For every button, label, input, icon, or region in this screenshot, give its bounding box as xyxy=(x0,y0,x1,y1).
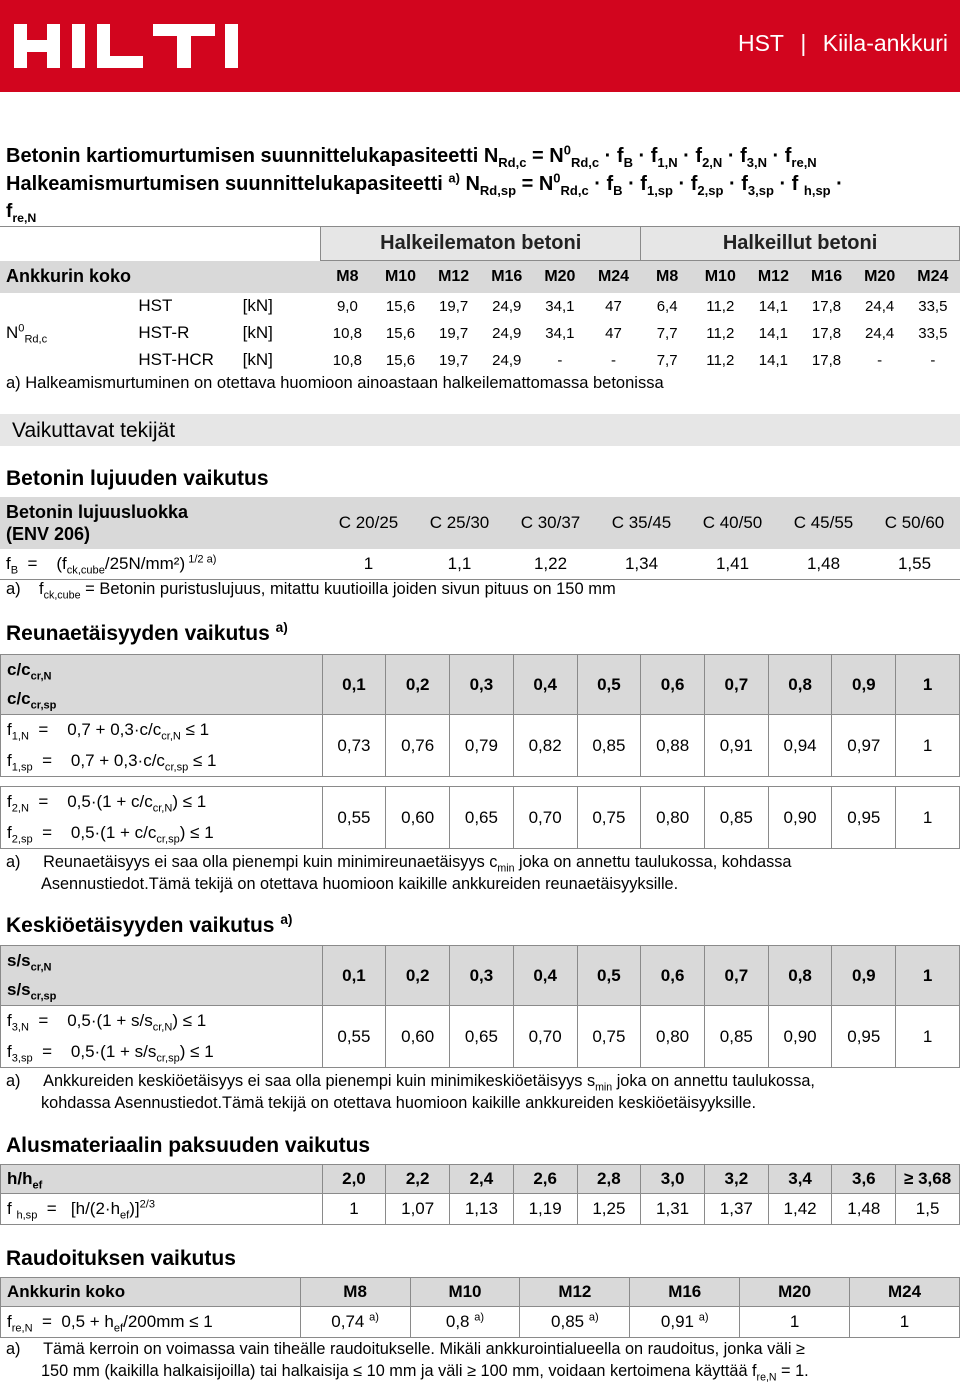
f1-cell: 0,97 xyxy=(832,715,896,777)
size-cell: M20 xyxy=(864,267,896,285)
anchor-size-label: Ankkurin koko xyxy=(1,1278,301,1307)
row-label-n0: $N^0_{Rd,c}$ xyxy=(6,322,48,346)
class-cell: C 25/30 xyxy=(429,513,490,532)
table1-note: a) Halkeamismurtuminen on otettava huomioon ainoastaan halkeilemattomassa betonissa xyxy=(6,374,664,392)
f1-cell: 0,76 xyxy=(386,715,450,777)
value-cell: 19,7 xyxy=(439,351,469,369)
anchor-type: HST-R xyxy=(138,323,190,342)
size-cell: M20 xyxy=(740,1278,850,1307)
table-row xyxy=(0,347,960,374)
size-cell: M8 xyxy=(656,267,679,285)
ratio-cell: 0,3 xyxy=(450,655,514,715)
value-cell: 17,8 xyxy=(811,351,842,369)
value-cell: 24,4 xyxy=(865,297,895,315)
f3-cell: 0,55 xyxy=(322,1006,386,1068)
ratio-cell: ≥ 3,68 xyxy=(896,1165,960,1194)
ratio-cell: 0,8 xyxy=(768,655,832,715)
f1sp-formula: $f_{1,sp}$ = $0,7 + 0,3\cdot c/c_{cr,sp} \le 1$ xyxy=(1,746,323,777)
f2-cell: 0,90 xyxy=(768,787,832,849)
value-cell: 19,7 xyxy=(439,297,469,315)
unit: [kN] xyxy=(242,323,273,342)
value-cell: 0,91 $^{a)}$ xyxy=(630,1307,740,1338)
section-band xyxy=(0,414,960,446)
value-cell: 1,19 xyxy=(513,1194,577,1225)
value-cell: 24,4 xyxy=(865,324,895,342)
value-cell: - xyxy=(877,351,883,369)
f3-cell: 0,85 xyxy=(704,1006,768,1068)
thickness-table xyxy=(0,1164,960,1225)
s-scrsp-label: $s/s_{cr,sp}$ xyxy=(1,976,323,1006)
ratio-cell: 3,6 xyxy=(832,1165,896,1194)
ratio-cell: 3,0 xyxy=(641,1165,705,1194)
value-cell: 15,6 xyxy=(385,324,416,342)
size-cell: M24 xyxy=(850,1278,960,1307)
ratio-cell: 0,6 xyxy=(641,946,705,1006)
fb-cell: 1,55 xyxy=(897,553,932,573)
formula-line-2: Halkeamismurtumisen suunnittelukapasiteetti $^{a)}$ $N_{Rd,sp} = N^0_{Rd,c} \cdot f_B \cdot f_{1,sp} \cdot f_{2,sp} \cdot f_{3,sp} \cdot f$ $_{h,sp}$ · xyxy=(6,170,843,198)
value-cell: 34,1 xyxy=(545,324,575,342)
f3-cell: 0,90 xyxy=(768,1006,832,1068)
value-cell: 11,2 xyxy=(706,324,735,342)
fren-formula: $f_{re,N} = 0,5 + h_{ef}/200mm \le 1$ xyxy=(1,1307,301,1338)
ratio-cell: 2,2 xyxy=(386,1165,450,1194)
capacity-table xyxy=(0,226,960,374)
ratio-cell: 1 xyxy=(896,655,960,715)
fb-cell: 1,48 xyxy=(806,553,841,573)
header-bar xyxy=(0,0,960,92)
ratio-cell: 0,8 xyxy=(768,946,832,1006)
class-cell: C 30/37 xyxy=(520,513,581,532)
ratio-cell: 0,5 xyxy=(577,946,641,1006)
value-cell: 14,1 xyxy=(758,297,788,315)
value-cell: 24,9 xyxy=(492,297,522,315)
anchor-type: HST-HCR xyxy=(138,350,214,369)
value-cell: 0,74 $^{a)}$ xyxy=(300,1307,410,1338)
fb-cell: 1,1 xyxy=(447,553,472,573)
f1-cell: 0,94 xyxy=(768,715,832,777)
ratio-cell: 3,4 xyxy=(768,1165,832,1194)
value-cell: 14,1 xyxy=(758,324,788,342)
f2-cell: 0,95 xyxy=(832,787,896,849)
f2sp-formula: $f_{2,sp}$ = $0,5\cdot(1 + c/c_{cr,sp}) \le 1$ xyxy=(1,818,323,849)
ratio-cell: 0,6 xyxy=(641,655,705,715)
class-cell: C 45/55 xyxy=(793,513,854,532)
f1-cell: 0,85 xyxy=(577,715,641,777)
raudoitus-note: a) Tämä kerroin on voimassa vain tiheälle raudoitukselle. Mikäli ankkurointialueella on raudoitus, jonka väli ≥ 150 mm (kaikilla halkaisijoilla) tai halkaisija ≤ 10 mm ja väli ≥ 100 mm, voidaan kertoimena käyttää $f_{re,N} = 1$. xyxy=(6,1340,809,1383)
ratio-cell: 0,9 xyxy=(832,946,896,1006)
ratio-cell: 0,3 xyxy=(450,946,514,1006)
h-hef-label: $h/h_{ef}$ xyxy=(1,1165,323,1194)
anchor-type: HST xyxy=(138,296,173,315)
value-cell: 11,2 xyxy=(706,351,735,369)
section-title: Vaikuttavat tekijät xyxy=(12,419,176,442)
value-cell: 11,2 xyxy=(706,297,735,315)
value-cell: 14,1 xyxy=(758,351,788,369)
value-cell: 1 xyxy=(740,1307,850,1338)
value-cell: 6,4 xyxy=(656,297,678,315)
f2-cell: 0,80 xyxy=(641,787,705,849)
f2n-formula: $f_{2,N}$ = $0,5\cdot(1 + c/c_{cr,N}) \le 1$ xyxy=(1,787,323,818)
table-row xyxy=(0,293,960,320)
lujuus-heading: Betonin lujuuden vaikutus xyxy=(6,467,269,490)
ratio-cell: 1 xyxy=(896,946,960,1006)
value-cell: 1,37 xyxy=(704,1194,768,1225)
value-cell: 1,31 xyxy=(641,1194,705,1225)
fb-cell: 1,41 xyxy=(715,553,750,573)
value-cell: 17,8 xyxy=(811,297,842,315)
lujuus-note: a) $f_{ck,cube}$ = Betonin puristuslujuus, mitattu kuutioilla joiden sivun pituus on 150 mm xyxy=(6,580,616,602)
value-cell: 0,85 $^{a)}$ xyxy=(520,1307,630,1338)
value-cell: 19,7 xyxy=(439,324,469,342)
unit: [kN] xyxy=(242,350,273,369)
size-cell: M20 xyxy=(544,267,576,285)
table-row xyxy=(0,320,960,347)
strength-table xyxy=(0,497,960,580)
f3sp-formula: $f_{3,sp}$ = $0,5\cdot(1 + s/s_{cr,sp}) \le 1$ xyxy=(1,1037,323,1068)
fb-cell: 1,34 xyxy=(624,553,659,573)
ratio-cell: 2,6 xyxy=(513,1165,577,1194)
ratio-cell: 0,5 xyxy=(577,655,641,715)
value-cell: 47 xyxy=(605,324,622,342)
size-cell: M8 xyxy=(300,1278,410,1307)
hilti-logo xyxy=(14,24,262,68)
class-cell: C 50/60 xyxy=(884,513,945,532)
alus-heading: Alusmateriaalin paksuuden vaikutus xyxy=(6,1134,371,1157)
class-cell: C 35/45 xyxy=(611,513,672,532)
class-cell: C 20/25 xyxy=(338,513,399,532)
reinforcement-table xyxy=(0,1277,960,1338)
ratio-cell: 0,1 xyxy=(322,655,386,715)
size-cell: M10 xyxy=(410,1278,520,1307)
f1-cell: 0,79 xyxy=(450,715,514,777)
value-cell: 17,8 xyxy=(811,324,842,342)
ratio-cell: 0,1 xyxy=(322,946,386,1006)
doc-title: HST xyxy=(737,30,784,56)
f2-cell: 0,65 xyxy=(450,787,514,849)
f3-cell: 0,70 xyxy=(513,1006,577,1068)
value-cell: 1,13 xyxy=(450,1194,514,1225)
value-cell: 9,0 xyxy=(336,297,358,315)
fb-cell: 1,22 xyxy=(533,553,568,573)
c-ccrsp-label: $c/c_{cr,sp}$ xyxy=(1,685,323,715)
f1-cell: 0,88 xyxy=(641,715,705,777)
f1-cell: 0,82 xyxy=(513,715,577,777)
value-cell: 47 xyxy=(605,297,622,315)
f1-cell: 0,73 xyxy=(322,715,386,777)
f1-cell: 0,91 xyxy=(704,715,768,777)
value-cell: 33,5 xyxy=(918,324,948,342)
doc-subtitle: Kiila-ankkuri xyxy=(822,30,948,56)
f3-cell: 0,65 xyxy=(450,1006,514,1068)
value-cell: 34,1 xyxy=(545,297,575,315)
size-cell: M10 xyxy=(384,267,417,285)
f3-cell: 0,80 xyxy=(641,1006,705,1068)
value-cell: 15,6 xyxy=(385,297,416,315)
value-cell: - xyxy=(557,351,563,369)
value-cell: - xyxy=(930,351,936,369)
ratio-cell: 0,7 xyxy=(704,655,768,715)
keski-note: a) Ankkureiden keskiöetäisyys ei saa olla pienempi kuin minimikeskiöetäisyys $s_{min}$ joka on annettu taulukossa, kohdassa Asennustiedot.Tämä tekijä on otettava huomioon kaikille ankkureiden keskiöetäisyyksille. xyxy=(6,1072,815,1112)
size-cell: M10 xyxy=(704,267,736,285)
ratio-cell: 3,2 xyxy=(704,1165,768,1194)
ratio-cell: 0,7 xyxy=(704,946,768,1006)
ratio-cell: 0,4 xyxy=(513,655,577,715)
size-cell: M12 xyxy=(520,1278,630,1307)
formula-title xyxy=(6,142,843,226)
ratio-cell: 2,0 xyxy=(322,1165,386,1194)
class-cell: C 40/50 xyxy=(702,513,763,532)
value-cell: 7,7 xyxy=(656,351,678,369)
ratio-cell: 0,4 xyxy=(513,946,577,1006)
f3-cell: 1 xyxy=(896,1006,960,1068)
size-cell: M12 xyxy=(438,267,470,285)
value-cell: 24,9 xyxy=(492,351,522,369)
fhsp-formula: f $_{h,sp} = [h/(2\cdot h_{ef})]^{2/3}$ xyxy=(1,1194,323,1225)
value-cell: 33,5 xyxy=(918,297,948,315)
value-cell: 24,9 xyxy=(492,324,522,342)
edge-table xyxy=(0,654,960,849)
value-cell: 1,25 xyxy=(577,1194,641,1225)
c-ccrn-label: $c/c_{cr,N}$ xyxy=(1,655,323,685)
fb-formula: $f_B$ = $(f_{ck,cube}/25N/mm^2)$ $^{1/2 a)}$ xyxy=(6,553,217,577)
size-cell: M24 xyxy=(597,267,630,285)
f3-cell: 0,95 xyxy=(832,1006,896,1068)
s-scrn-label: $s/s_{cr,N}$ xyxy=(1,946,323,976)
spacing-table xyxy=(0,945,960,1068)
f3-cell: 0,60 xyxy=(386,1006,450,1068)
size-cell: M16 xyxy=(810,267,843,285)
unit: [kN] xyxy=(242,296,273,315)
f1-cell: 1 xyxy=(896,715,960,777)
size-cell: M8 xyxy=(336,267,359,285)
title-separator: | xyxy=(800,30,807,56)
value-cell: 1 xyxy=(322,1194,386,1225)
formula-line-1: Betonin kartiomurtumisen suunnittelukapasiteetti $N_{Rd,c} = N^0_{Rd,c} \cdot f_B \cdot f_{1,N} \cdot f_{2,N} \cdot f_{3,N} \cdot f_{re,N}$ xyxy=(6,142,817,170)
reuna-note: a) Reunaetäisyys ei saa olla pienempi kuin minimireunaetäisyys $c_{min}$ joka on annettu taulukossa, kohdassa Asennustiedot.Tämä tekijä on otettava huomioon kaikille ankkureiden reunaetäisyyksille. xyxy=(6,853,792,893)
value-cell: 1,42 xyxy=(768,1194,832,1225)
f2-cell: 0,70 xyxy=(513,787,577,849)
keski-heading: Keskiöetäisyyden vaikutus $^{a)}$ xyxy=(6,912,293,937)
value-cell: 0,8 $^{a)}$ xyxy=(410,1307,520,1338)
value-cell: 15,6 xyxy=(385,351,416,369)
value-cell: 1,07 xyxy=(386,1194,450,1225)
ratio-cell: 0,9 xyxy=(832,655,896,715)
value-cell: 7,7 xyxy=(656,324,678,342)
fb-cell: 1 xyxy=(363,553,374,573)
f2-cell: 0,55 xyxy=(322,787,386,849)
value-cell: 10,8 xyxy=(332,324,362,342)
f3-cell: 0,75 xyxy=(577,1006,641,1068)
formula-line-3: $f_{re,N}$ xyxy=(6,201,37,225)
size-cell: M16 xyxy=(491,267,523,285)
value-cell: - xyxy=(611,351,617,369)
reuna-heading: Reunaetäisyyden vaikutus $^{a)}$ xyxy=(6,620,288,645)
anchor-size-label: Ankkurin koko xyxy=(6,266,132,286)
raudoitus-heading: Raudoituksen vaikutus xyxy=(6,1247,236,1270)
value-cell: 1,5 xyxy=(896,1194,960,1225)
group-uncracked: Halkeilematon betoni xyxy=(321,227,641,261)
ratio-cell: 0,2 xyxy=(386,946,450,1006)
f1n-formula: $f_{1,N}$ = $0,7 + 0,3\cdot c/c_{cr,N} \le 1$ xyxy=(1,715,323,746)
f2-cell: 0,60 xyxy=(386,787,450,849)
f2-cell: 0,85 xyxy=(704,787,768,849)
f2-cell: 1 xyxy=(896,787,960,849)
size-cell: M24 xyxy=(917,267,949,285)
value-cell: 1,48 xyxy=(832,1194,896,1225)
f2-cell: 0,75 xyxy=(577,787,641,849)
ratio-cell: 2,4 xyxy=(450,1165,514,1194)
f3n-formula: $f_{3,N}$ = $0,5\cdot(1 + s/s_{cr,N}) \le 1$ xyxy=(1,1006,323,1037)
value-cell: 10,8 xyxy=(332,351,362,369)
size-cell: M12 xyxy=(757,267,789,285)
class-label: Betonin lujuusluokka (ENV 206) xyxy=(6,502,189,544)
group-cracked: Halkeillut betoni xyxy=(641,227,960,261)
ratio-cell: 0,2 xyxy=(386,655,450,715)
value-cell: 1 xyxy=(850,1307,960,1338)
size-cell: M16 xyxy=(630,1278,740,1307)
ratio-cell: 2,8 xyxy=(577,1165,641,1194)
document-title xyxy=(738,30,948,57)
